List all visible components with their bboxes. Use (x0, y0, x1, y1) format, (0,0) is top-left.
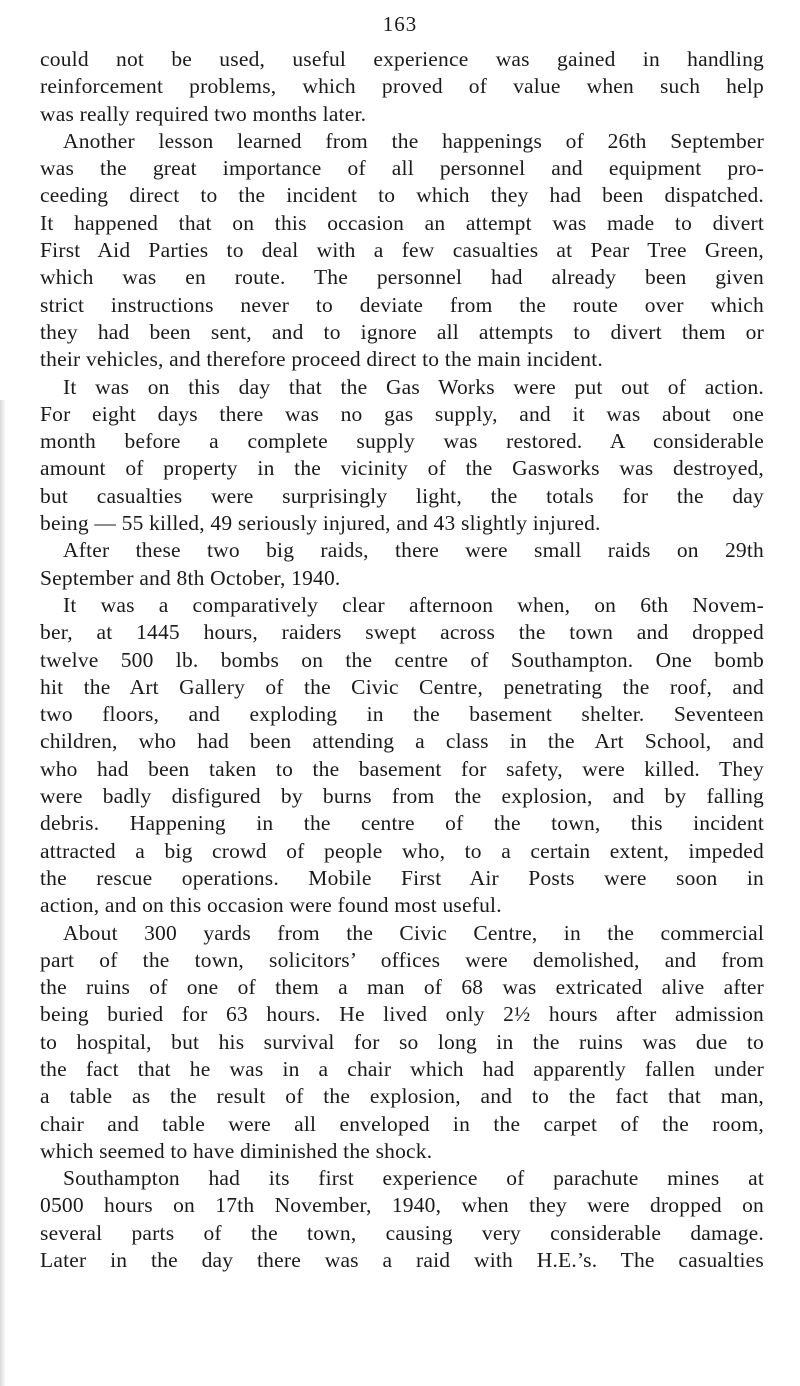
text-line: who had been taken to the basement for safety, were killed. They (40, 756, 764, 781)
text-line: Another lesson learned from the happenings of 26th September (63, 128, 764, 153)
text-line: For eight days there was no gas supply, and it was about one (40, 401, 764, 426)
text-line: to hospital, but his survival for so long in the ruins was due to (40, 1029, 764, 1054)
text-line: About 300 yards from the Civic Centre, in the commercial (63, 920, 764, 945)
text-line: It was on this day that the Gas Works were put out of action. (63, 374, 764, 399)
text-line: was the great importance of all personnel and equipment pro- (40, 156, 764, 181)
text-line: being buried for 63 hours. He lived only 2½ hours after admission (40, 1002, 764, 1027)
text-line: Southampton had its first experience of parachute mines at (63, 1166, 764, 1191)
text-line: the fact that he was in a chair which had apparently fallen under (40, 1056, 764, 1081)
text-line: After these two big raids, there were small raids on 29th (63, 538, 764, 563)
text-line: which was en route. The personnel had already been given (40, 265, 764, 290)
text-line: which seemed to have diminished the shock. (40, 1138, 433, 1163)
text-line: several parts of the town, causing very considerable damage. (40, 1220, 764, 1245)
text-line: were badly disfigured by burns from the explosion, and by falling (40, 784, 764, 809)
text-line: being — 55 killed, 49 seriously injured, and 43 slightly injured. (40, 511, 601, 536)
text-line: It was a comparatively clear afternoon when, on 6th Novem- (63, 592, 764, 617)
text-line: debris. Happening in the centre of the town, this incident (40, 811, 764, 836)
text-line: the rescue operations. Mobile First Air Posts were soon in (40, 865, 764, 890)
text-line: the ruins of one of them a man of 68 was extricated alive after (40, 975, 764, 1000)
text-line: First Aid Parties to deal with a few casualties at Pear Tree Green, (40, 238, 764, 263)
text-line: attracted a big crowd of people who, to a certain extent, impeded (40, 838, 764, 863)
body-text (40, 46, 764, 1274)
text-line: amount of property in the vicinity of the Gasworks was destroyed, (40, 456, 764, 481)
text-line: part of the town, solicitors’ offices were demolished, and from (40, 947, 764, 972)
text-line: chair and table were all enveloped in the carpet of the room, (40, 1111, 764, 1136)
text-line: could not be used, useful experience was gained in handling (40, 47, 764, 71)
text-line: month before a complete supply was restored. A considerable (40, 429, 764, 454)
text-line: children, who had been attending a class in the Art School, and (40, 729, 764, 754)
text-line: action, and on this occasion were found most useful. (40, 893, 502, 918)
text-line: Later in the day there was a raid with H.E.’s. The casualties (40, 1248, 764, 1273)
text-line: they had been sent, and to ignore all attempts to divert them or (40, 319, 764, 344)
text-line: ceeding direct to the incident to which they had been dispatched. (40, 183, 764, 208)
text-line: It happened that on this occasion an attempt was made to divert (40, 210, 764, 235)
text-line: was really required two months later. (40, 101, 367, 126)
text-line: but casualties were surprisingly light, the totals for the day (40, 483, 764, 508)
text-line: reinforcement problems, which proved of value when such help (40, 74, 764, 99)
text-line: 0500 hours on 17th November, 1940, when they were dropped on (40, 1193, 764, 1218)
page-number: 163 (382, 12, 418, 36)
text-line: strict instructions never to deviate from the route over which (40, 292, 764, 317)
text-line: two floors, and exploding in the basement shelter. Seventeen (40, 702, 764, 727)
text-line: ber, at 1445 hours, raiders swept across the town and dropped (40, 620, 764, 645)
text-line: a table as the result of the explosion, and to the fact that man, (40, 1084, 764, 1109)
text-line: their vehicles, and therefore proceed direct to the main incident. (40, 347, 604, 372)
text-line: hit the Art Gallery of the Civic Centre, penetrating the roof, and (40, 674, 764, 699)
text-line: twelve 500 lb. bombs on the centre of Southampton. One bomb (40, 647, 764, 672)
text-line: September and 8th October, 1940. (40, 565, 341, 590)
page-binding-shadow (0, 400, 6, 1386)
